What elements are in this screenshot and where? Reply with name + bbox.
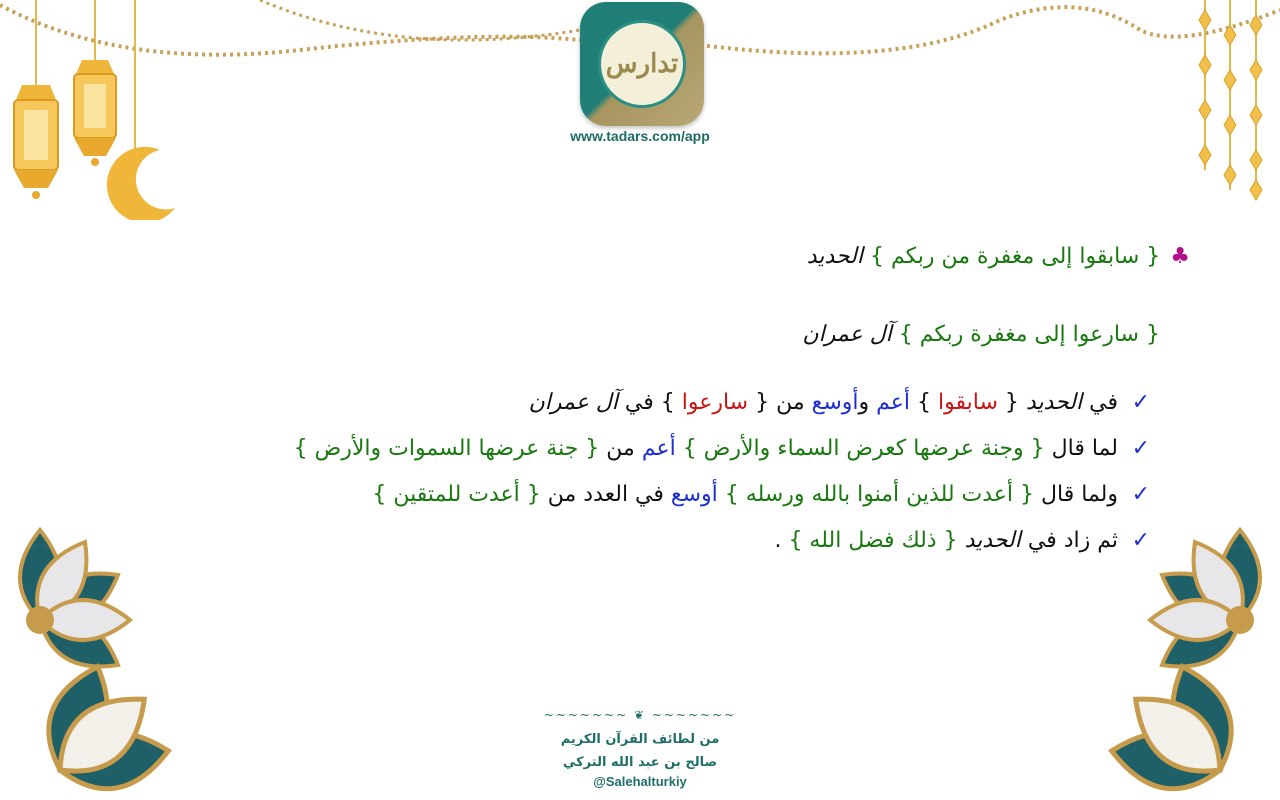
point-1: في الحديد { سابقوا } أعم وأوسع من { سارعوا } في آل عمران [528, 390, 1118, 415]
club-bullet-icon: ♣ [1170, 244, 1190, 269]
logo-emblem: تدارس [598, 20, 686, 108]
surah-name: آل عمران [802, 322, 892, 347]
footer-handle: @Salehalturkiy [593, 774, 687, 789]
tadars-logo [580, 2, 704, 126]
point-4: ثم زاد في الحديد { ذلك فضل الله } . [774, 528, 1118, 553]
point-2: لما قال { وجنة عرضها كعرض السماء والأرض } أعم من { جنة عرضها السموات والأرض } [293, 436, 1118, 461]
check-icon: ✓ [1131, 528, 1150, 553]
point-3: ولما قال { أعدت للذين أمنوا بالله ورسله } أوسع في العدد من { أعدت للمتقين } [372, 482, 1118, 507]
logo-url: www.tadars.com/app [570, 128, 710, 144]
check-icon: ✓ [1131, 482, 1150, 507]
verse-line-imran: { سارعوا إلى مغفرة ربكم } آل عمران [802, 322, 1160, 347]
check-icon: ✓ [1131, 390, 1150, 415]
check-icon: ✓ [1131, 436, 1150, 461]
crescent-icon [107, 147, 175, 220]
surah-name: الحديد [806, 244, 863, 269]
verse-text: سارعوا إلى مغفرة ربكم [919, 322, 1139, 347]
verse-line-hadid: ♣{ سابقوا إلى مغفرة من ربكم } الحديد [806, 244, 1190, 269]
lantern-icon [74, 60, 116, 166]
footer-series-title: من لطائف القرآن الكريم [560, 732, 720, 747]
flower-ornament-left [0, 520, 200, 800]
lantern-icon [14, 85, 58, 199]
footer-credit [540, 708, 740, 789]
verse-text: سابقوا إلى مغفرة من ربكم [891, 244, 1140, 269]
footer-ornament: ~~~~~~~ ❦ ~~~~~~~ [543, 708, 737, 722]
footer-author: صالح بن عبد الله التركي [562, 755, 718, 770]
flower-ornament-right [1080, 520, 1280, 800]
